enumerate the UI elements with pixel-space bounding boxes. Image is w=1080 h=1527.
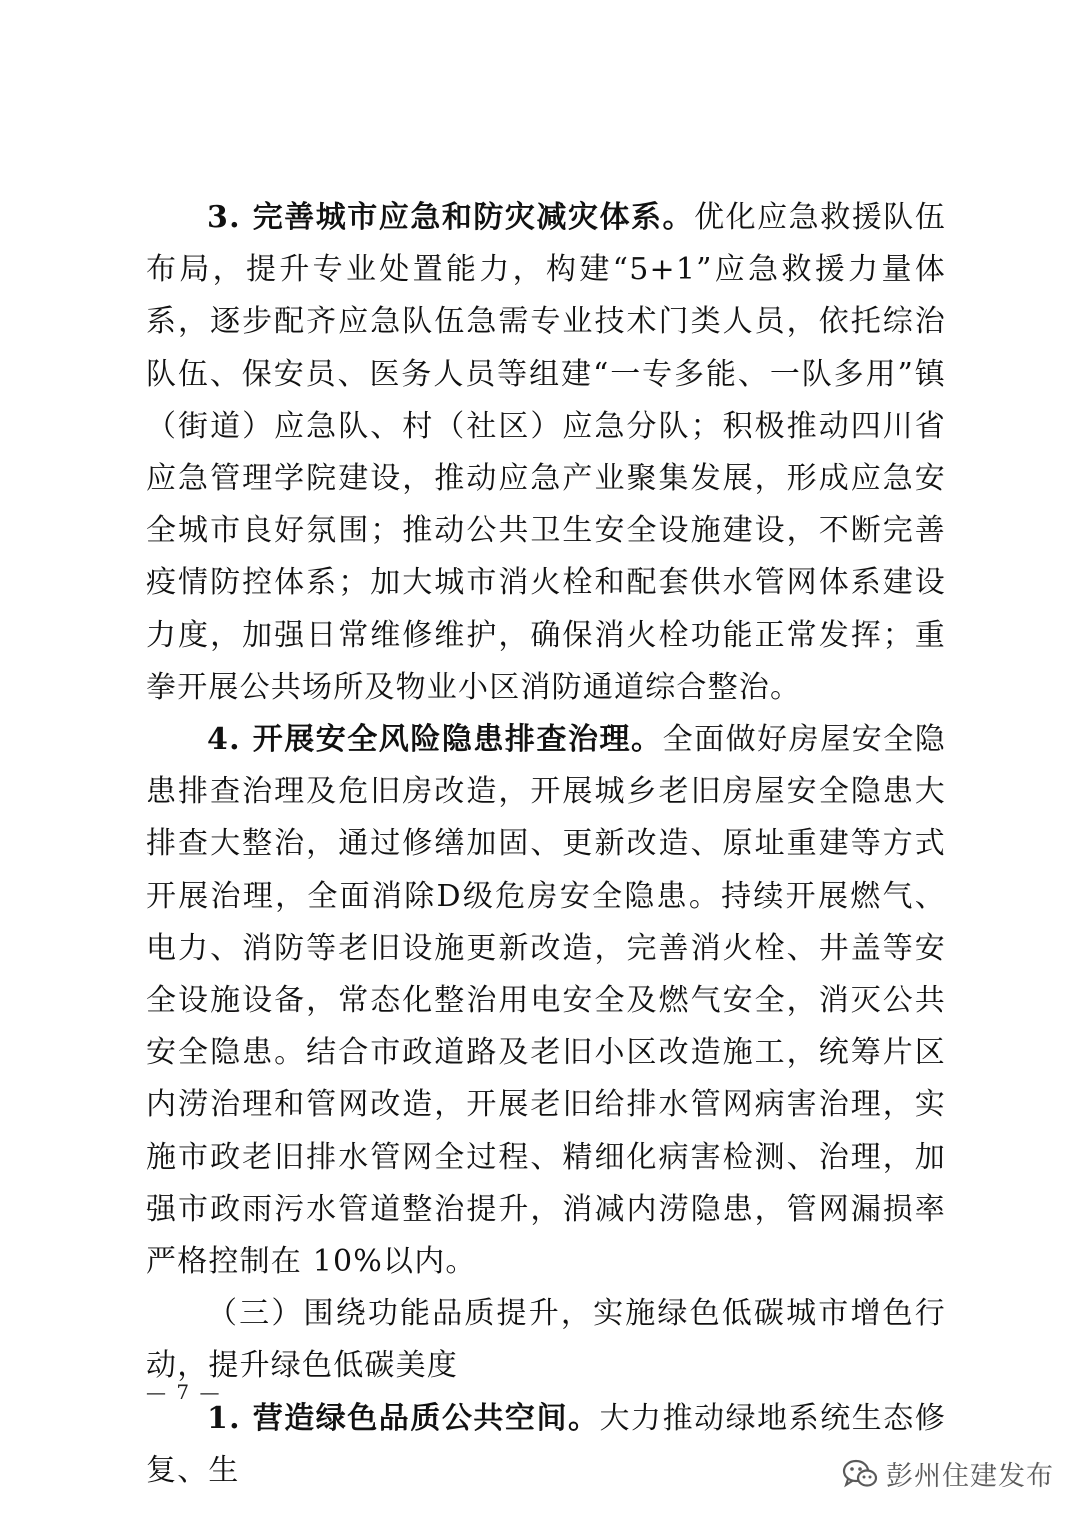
wechat-icon xyxy=(842,1459,878,1489)
section-heading-green-low-carbon xyxy=(146,1288,946,1392)
paragraph-emergency-system xyxy=(146,192,946,714)
section-heading-text: （三）围绕功能品质提升，实施绿色低碳城市增色行动，提升绿色低碳美度 xyxy=(146,1296,946,1384)
paragraph-green-public-space xyxy=(146,1393,946,1497)
document-body xyxy=(146,192,946,1497)
paragraph-text: 优化应急救援队伍布局，提升专业处置能力，构建“5+1”应急救援力量体系，逐步配齐应急队伍急需专业技术门类人员，依托综治队伍、保安员、医务人员等组建“一专多能、一队多用”镇（街道）应急队、村（社区）应急分队；积极推动四川省应急管理学院建设，推动应急产业聚集发展，形成应急安全城市良好氛围；推动公共卫生安全设施建设，不断完善疫情防控体系；加大城市消火栓和配套供水管网体系建设力度，加强日常维修维护，确保消火栓功能正常发挥；重拳开展公共场所及物业小区消防通道综合整治。 xyxy=(146,200,946,705)
watermark xyxy=(842,1454,1054,1493)
paragraph-heading: 3. 完善城市应急和防灾减灾体系。 xyxy=(207,200,695,235)
paragraph-heading: 4. 开展安全风险隐患排查治理。 xyxy=(207,722,663,758)
paragraph-risk-inspection xyxy=(146,714,946,1288)
paragraph-heading: 1. 营造绿色品质公共空间。 xyxy=(207,1400,600,1436)
page-number: — 7 — xyxy=(146,1380,222,1404)
watermark-text: 彭州住建发布 xyxy=(886,1461,1054,1492)
paragraph-text: 大力推动绿地系统生态修复、生 xyxy=(146,1400,947,1488)
paragraph-text: 全面做好房屋安全隐患排查治理及危旧房改造，开展城乡老旧房屋安全隐患大排查大整治，通过修缮加固、更新改造、原址重建等方式开展治理，全面消除D级危房安全隐患。持续开展燃气、电力、消防等老旧设施更新改造，完善消火栓、井盖等安全设施设备，常态化整治用电安全及燃气安全，消灭公共安全隐患。结合市政道路及老旧小区改造施工，统筹片区内涝治理和管网改造，开展老旧给排水管网病害治理，实施市政老旧排水管网全过程、精细化病害检测、治理，加强市政雨污水管道整治提升，消减内涝隐患，管网漏损率严格控制在 10%以内。 xyxy=(146,722,946,1280)
